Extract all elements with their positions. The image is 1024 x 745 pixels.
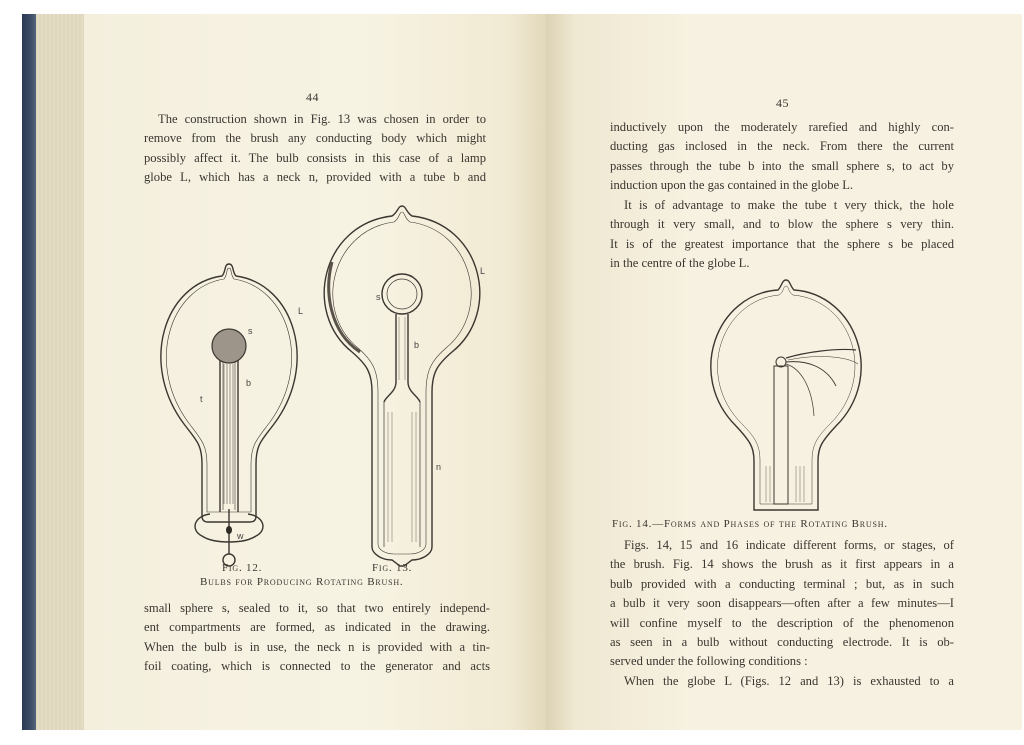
fig12-bulb-illustration: [144, 254, 314, 574]
text-line: possibly affect it. The bulb consists in this case of a lamp: [144, 150, 486, 165]
text-line: bulb provided with a conducting terminal ; but, as in such: [610, 576, 954, 591]
fig12-label-s: s: [248, 326, 253, 336]
text-line: as seen in a bulb without conducting electrode. It is ob-: [610, 635, 954, 650]
fig13-label-n: n: [436, 462, 442, 472]
text-line: When the globe L (Figs. 12 and 13) is exhausted to a: [624, 674, 954, 688]
page-edges: [36, 14, 84, 730]
fig13-label-s: s: [376, 292, 381, 302]
text-line: the brush. Fig. 14 shows the brush as it first appears in a: [610, 557, 954, 572]
right-paragraph-3: [610, 536, 954, 672]
fig12-label-L: L: [298, 306, 304, 316]
text-line: ducting gas inclosed in the neck. From there the current: [610, 139, 954, 154]
text-line: It is of advantage to make the tube t very thick, the hole: [624, 198, 954, 212]
text-line: in the centre of the globe L.: [610, 256, 750, 271]
fig13-caption: Fig. 13.: [372, 562, 413, 574]
fig12-label-b: b: [246, 378, 252, 388]
text-line: a bulb it very soon disappears—often after a few minutes—I: [610, 596, 954, 611]
text-line: It is of the greatest importance that the sphere s be placed: [610, 236, 954, 251]
page-number-left: 44: [306, 90, 319, 104]
text-line: served under the following conditions :: [610, 654, 808, 669]
page-number-right: 45: [776, 96, 789, 110]
figures-joint-caption: Bulbs for Producing Rotating Brush.: [200, 576, 404, 588]
text-line: remove from the brush any conducting body which might: [144, 131, 486, 146]
text-line: ent compartments are formed, as indicated in the drawing.: [144, 620, 490, 635]
fig13-bulb-illustration: [312, 202, 492, 572]
left-paragraph-top: [144, 110, 486, 188]
text-line: The construction shown in Fig. 13 was chosen in order to: [158, 112, 486, 126]
right-page: [546, 14, 1022, 730]
fig14-caption: Fig. 14.—Forms and Phases of the Rotating Brush.: [612, 518, 888, 530]
text-line: small sphere s, sealed to it, so that two entirely independ-: [144, 601, 490, 615]
right-paragraph-2: [610, 196, 954, 274]
left-paragraph-bottom: [144, 599, 490, 677]
fig13-label-b: b: [414, 340, 420, 350]
fig13-label-L: L: [480, 266, 486, 276]
text-line: When the bulb is in use, the neck n is provided with a tin-: [144, 639, 490, 654]
text-line: Figs. 14, 15 and 16 indicate different forms, or stages, of: [624, 538, 954, 552]
right-paragraph-4: [610, 672, 954, 691]
fig14-rotating-brush-illustration: [696, 276, 876, 516]
text-line: will confine myself to the description of the phenomenon: [610, 615, 954, 630]
fig12-label-w: w: [237, 531, 244, 541]
fig12-label-t: t: [200, 394, 203, 404]
text-line: globe L, which has a neck n, provided with a tube b and: [144, 170, 486, 185]
text-line: passes through the tube b into the small sphere s, to act by: [610, 158, 954, 173]
text-line: induction upon the gas contained in the globe L.: [610, 178, 854, 193]
book-cover-edge: [22, 14, 36, 730]
text-line: through it very small, and to blow the sphere s very thin.: [610, 217, 954, 232]
fig12-caption: Fig. 12.: [222, 562, 263, 574]
text-line: foil coating, which is connected to the generator and acts: [144, 659, 490, 674]
text-line: inductively upon the moderately rarefied and highly con-: [610, 120, 954, 134]
left-page: [84, 14, 546, 730]
right-paragraph-1: [610, 118, 954, 196]
